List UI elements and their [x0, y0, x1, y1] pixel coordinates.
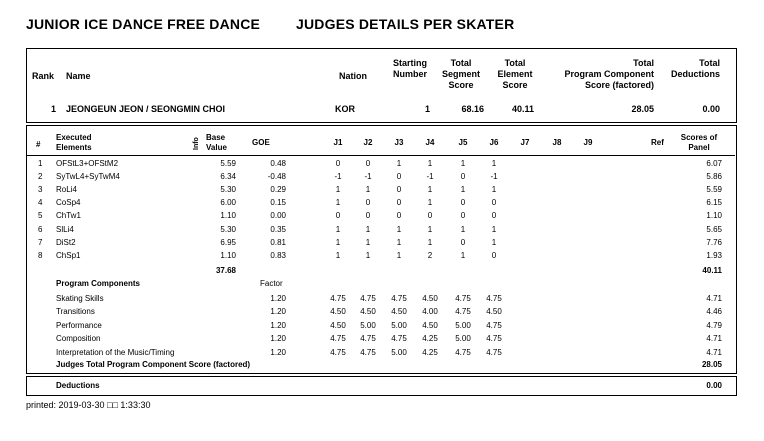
pc-panel-score: 4.71: [706, 347, 722, 357]
pc-panel-score: 4.71: [706, 294, 722, 303]
element-name: RoLi4: [56, 185, 77, 195]
pc-name: Transitions: [56, 307, 95, 317]
element-judge-score: 1: [396, 159, 402, 168]
pc-judge-score: 4.75: [486, 347, 502, 357]
pc-judge-score: 5.00: [455, 334, 471, 344]
element-goe: 0.29: [270, 185, 286, 195]
pc-factor: 1.20: [270, 307, 286, 317]
element-panel-score: 1.10: [706, 211, 722, 221]
col-judge-header: J1: [333, 138, 343, 147]
pc-panel-score: 4.46: [706, 307, 722, 317]
pc-total-label: Judges Total Program Component Score (factored): [56, 360, 251, 369]
page-title: JUNIOR ICE DANCE FREE DANCE: [26, 16, 261, 32]
deductions-box: [26, 376, 737, 396]
col-info-header: Info: [193, 137, 200, 150]
pc-judge-score: 4.75: [455, 307, 471, 317]
element-base-value: 5.59: [220, 159, 236, 168]
skater-nation: KOR: [335, 104, 355, 114]
pc-judge-score: 4.75: [455, 347, 471, 357]
element-judge-score: 0: [396, 172, 402, 182]
col-judge-header: J7: [520, 138, 530, 147]
element-judge-score: 1: [491, 185, 497, 195]
skater-pcs: 28.05: [631, 104, 654, 114]
col-pcs-header: Total Program Component Score (factored): [564, 58, 654, 90]
element-judge-score: 0: [460, 198, 466, 208]
element-judge-score: 0: [460, 237, 466, 247]
pc-judge-score: 4.50: [330, 307, 346, 317]
col-judge-header: J5: [458, 138, 468, 147]
element-name: SyTwL4+SyTwM4: [56, 172, 120, 182]
pc-judge-score: 4.75: [360, 294, 376, 303]
element-judge-score: 1: [427, 198, 433, 208]
element-base-value: 6.00: [220, 198, 236, 208]
element-judge-score: 2: [427, 250, 433, 260]
skater-start-number: 1: [424, 104, 430, 114]
skater-deductions: 0.00: [702, 104, 720, 114]
element-number: 4: [38, 198, 43, 208]
element-judge-score: 0: [335, 211, 341, 221]
element-judge-score: 1: [365, 250, 371, 260]
pc-judge-score: 4.75: [391, 334, 407, 344]
element-panel-score: 6.15: [706, 198, 722, 208]
element-judge-score: 1: [396, 237, 402, 247]
pc-judge-score: 4.75: [486, 320, 502, 330]
element-name: DiSt2: [56, 237, 76, 247]
col-elements-header: Executed Elements: [56, 133, 92, 152]
pc-judge-score: 4.75: [486, 334, 502, 344]
col-judge-header: J2: [363, 138, 373, 147]
element-base-value: 6.95: [220, 237, 236, 247]
element-goe: 0.83: [270, 250, 286, 260]
element-name: CoSp4: [56, 198, 81, 208]
col-nation-header: Nation: [339, 71, 367, 81]
elements-total-base: 37.68: [215, 266, 236, 275]
deductions-label: Deductions: [56, 381, 100, 390]
element-base-value: 6.34: [220, 172, 236, 182]
element-judge-score: 0: [365, 198, 371, 208]
element-judge-score: 0: [396, 211, 402, 221]
element-judge-score: 0: [396, 185, 402, 195]
element-judge-score: 1: [460, 159, 466, 168]
pc-judge-score: 5.00: [455, 320, 471, 330]
element-base-value: 5.30: [220, 185, 236, 195]
element-number: 1: [38, 159, 43, 168]
pc-factor: 1.20: [270, 320, 286, 330]
pc-factor: 1.20: [270, 347, 286, 357]
element-goe: 0.35: [270, 224, 286, 234]
pc-judge-score: 4.50: [391, 307, 407, 317]
element-judge-score: -1: [490, 172, 498, 182]
pc-judge-score: 4.50: [422, 294, 438, 303]
element-judge-score: 0: [335, 159, 341, 168]
element-judge-score: 1: [491, 224, 497, 234]
col-panel-header: Scores of Panel: [680, 133, 718, 152]
pc-factor-header: Factor: [260, 279, 283, 288]
pc-name: Skating Skills: [56, 294, 104, 303]
pc-header: Program Components: [56, 279, 141, 288]
element-judge-score: 1: [427, 159, 433, 168]
pc-factor: 1.20: [270, 294, 286, 303]
col-ref-header: Ref: [651, 138, 664, 147]
element-number: 8: [38, 250, 43, 260]
pc-judge-score: 5.00: [391, 347, 407, 357]
col-judge-header: J3: [394, 138, 404, 147]
pc-judge-score: 4.75: [455, 294, 471, 303]
element-panel-score: 5.65: [706, 224, 722, 234]
element-judge-score: 1: [365, 224, 371, 234]
pc-factor: 1.20: [270, 334, 286, 344]
element-judge-score: 0: [460, 211, 466, 221]
element-name: OFStL3+OFStM2: [56, 159, 119, 168]
col-rank-header: Rank: [32, 71, 55, 81]
element-judge-score: 0: [365, 159, 371, 168]
element-judge-score: 1: [460, 185, 466, 195]
element-goe: 0.81: [270, 237, 286, 247]
element-judge-score: -1: [364, 172, 372, 182]
pc-name: Interpretation of the Music/Timing: [56, 347, 175, 357]
element-panel-score: 7.76: [706, 237, 722, 247]
element-number: 2: [38, 172, 43, 182]
col-ded-header: Total Deductions: [670, 58, 720, 79]
element-judge-score: 1: [427, 237, 433, 247]
element-number: 3: [38, 185, 43, 195]
element-goe: -0.48: [267, 172, 286, 182]
element-judge-score: 0: [491, 211, 497, 221]
element-judge-score: -1: [334, 172, 342, 182]
col-num-header: #: [36, 140, 41, 149]
element-panel-score: 1.93: [706, 250, 722, 260]
col-tes-header: Total Element Score: [497, 58, 533, 90]
element-base-value: 1.10: [220, 250, 236, 260]
skater-rank: 1: [50, 104, 56, 114]
element-panel-score: 5.59: [706, 185, 722, 195]
col-name-header: Name: [66, 71, 91, 81]
element-judge-score: 1: [335, 198, 341, 208]
col-base-header: Base Value: [206, 133, 227, 152]
element-judge-score: 1: [427, 185, 433, 195]
pc-judge-score: 4.75: [330, 347, 346, 357]
col-judge-header: J9: [583, 138, 593, 147]
element-judge-score: 1: [427, 224, 433, 234]
header-divider: [26, 155, 735, 156]
pc-judge-score: 5.00: [360, 320, 376, 330]
printed-timestamp: printed: 2019-03-30 □□ 1:33:30: [26, 400, 151, 410]
pc-judge-score: 4.75: [486, 294, 502, 303]
col-goe-header: GOE: [252, 138, 270, 147]
pc-judge-score: 4.50: [330, 320, 346, 330]
pc-judge-score: 4.25: [422, 334, 438, 344]
element-number: 6: [38, 224, 43, 234]
element-goe: 0.48: [270, 159, 286, 168]
element-judge-score: 1: [335, 237, 341, 247]
element-judge-score: 0: [427, 211, 433, 221]
elements-total-panel: 40.11: [702, 266, 722, 275]
pc-judge-score: 4.75: [330, 294, 346, 303]
element-judge-score: 1: [335, 250, 341, 260]
page-subtitle: JUDGES DETAILS PER SKATER: [296, 16, 515, 32]
element-panel-score: 5.86: [706, 172, 722, 182]
element-judge-score: 1: [491, 159, 497, 168]
element-number: 7: [38, 237, 43, 247]
skater-tss: 68.16: [461, 104, 484, 114]
pc-panel-score: 4.71: [706, 334, 722, 344]
element-panel-score: 6.07: [706, 159, 722, 168]
element-judge-score: 0: [396, 198, 402, 208]
element-judge-score: 1: [491, 237, 497, 247]
element-base-value: 1.10: [220, 211, 236, 221]
element-judge-score: 0: [460, 172, 466, 182]
element-name: ChSp1: [56, 250, 81, 260]
deductions-value: 0.00: [706, 381, 722, 390]
element-name: SlLi4: [56, 224, 74, 234]
pc-judge-score: 5.00: [391, 320, 407, 330]
element-judge-score: 1: [335, 224, 341, 234]
element-goe: 0.15: [270, 198, 286, 208]
pc-judge-score: 4.75: [391, 294, 407, 303]
pc-name: Performance: [56, 320, 102, 330]
skater-tes: 40.11: [511, 104, 534, 114]
element-judge-score: 1: [365, 185, 371, 195]
element-number: 5: [38, 211, 43, 221]
element-judge-score: 0: [365, 211, 371, 221]
pc-judge-score: 4.50: [422, 320, 438, 330]
element-judge-score: 1: [396, 224, 402, 234]
pc-judge-score: 4.00: [422, 307, 438, 317]
pc-name: Composition: [56, 334, 101, 344]
col-start-header: Starting Number: [392, 58, 427, 79]
pc-judge-score: 4.75: [360, 347, 376, 357]
col-judge-header: J6: [489, 138, 499, 147]
pc-panel-score: 4.79: [706, 320, 722, 330]
col-judge-header: J8: [552, 138, 562, 147]
pc-judge-score: 4.25: [422, 347, 438, 357]
element-judge-score: 1: [460, 250, 466, 260]
element-name: ChTw1: [56, 211, 81, 221]
pc-judge-score: 4.75: [360, 334, 376, 344]
element-judge-score: 1: [396, 250, 402, 260]
element-base-value: 5.30: [220, 224, 236, 234]
element-judge-score: -1: [426, 172, 434, 182]
element-goe: 0.00: [270, 211, 286, 221]
col-tss-header: Total Segment Score: [441, 58, 480, 90]
pc-total-value: 28.05: [701, 360, 722, 369]
skater-name: JEONGEUN JEON / SEONGMIN CHOI: [66, 104, 226, 114]
pc-judge-score: 4.50: [486, 307, 502, 317]
element-judge-score: 0: [491, 250, 497, 260]
pc-judge-score: 4.75: [330, 334, 346, 344]
element-judge-score: 0: [491, 198, 497, 208]
pc-judge-score: 4.50: [360, 307, 376, 317]
element-judge-score: 1: [365, 237, 371, 247]
element-judge-score: 1: [460, 224, 466, 234]
col-judge-header: J4: [425, 138, 435, 147]
element-judge-score: 1: [335, 185, 341, 195]
